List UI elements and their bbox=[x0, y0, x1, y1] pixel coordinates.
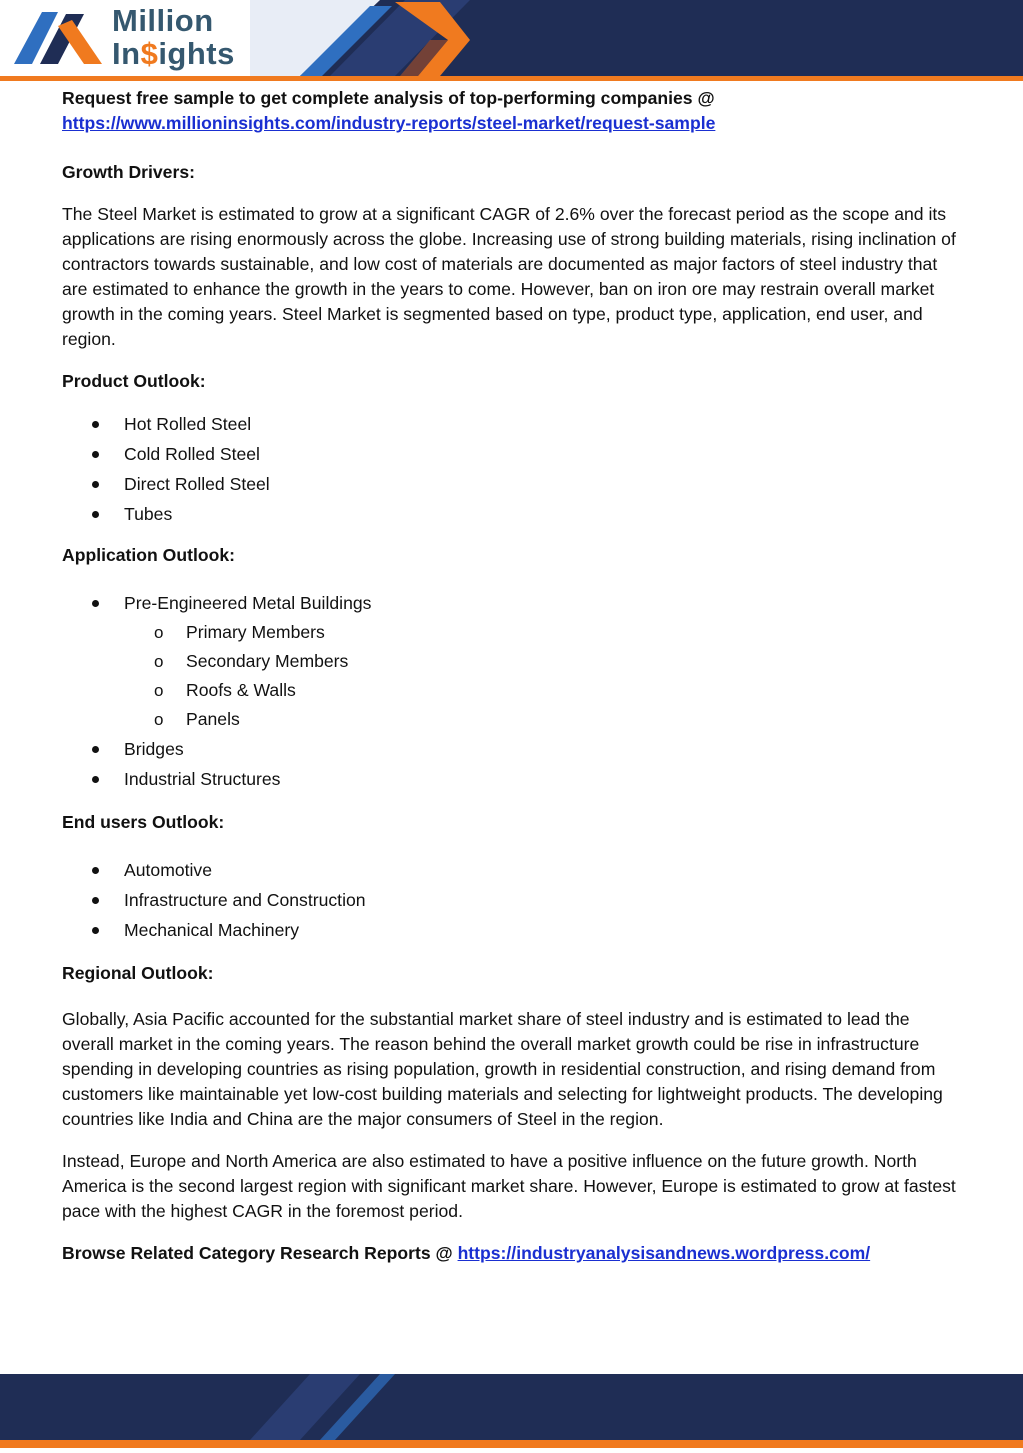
application-list-continued bbox=[62, 734, 962, 794]
intro-text: Request free sample to get complete analysis of top-performing companies @ bbox=[62, 88, 715, 108]
sub-list-item: o Primary Members bbox=[62, 618, 962, 647]
list-item: Tubes bbox=[62, 499, 962, 529]
list-item: Direct Rolled Steel bbox=[62, 469, 962, 499]
growth-paragraph: The Steel Market is estimated to grow at a significant CAGR of 2.6% over the forecast period as the scope and its applications are rising enormously across the globe. Increasing use of strong building materials, rising inclination of contractors towards sustainable, and low cost of materials are documented as major factors of steel industry that are estimated to enhance the growth in the years to come. However, ban on iron ore may restrain overall market growth in the coming years. Steel Market is segmented based on type, product type, application, end user, and region. bbox=[62, 204, 956, 349]
document-body bbox=[62, 86, 962, 1266]
request-sample-link[interactable]: https://www.millioninsights.com/industry-reports/steel-market/request-sample bbox=[62, 113, 716, 133]
product-heading: Product Outlook: bbox=[62, 371, 206, 391]
endusers-heading: End users Outlook: bbox=[62, 812, 225, 832]
list-item: Hot Rolled Steel bbox=[62, 409, 962, 439]
footer-graphic bbox=[0, 1374, 1023, 1448]
list-item: Automotive bbox=[62, 855, 962, 885]
list-item: Pre-Engineered Metal Buildings bbox=[62, 588, 962, 618]
list-item: Mechanical Machinery bbox=[62, 915, 962, 945]
sub-list-item: o Panels bbox=[62, 705, 962, 734]
browse-text: Browse Related Category Research Reports @ bbox=[62, 1243, 458, 1263]
application-list bbox=[62, 588, 962, 618]
endusers-list bbox=[62, 855, 962, 945]
list-item: Cold Rolled Steel bbox=[62, 439, 962, 469]
related-reports-link[interactable]: https://industryanalysisandnews.wordpress.com/ bbox=[457, 1243, 871, 1263]
header-banner bbox=[0, 0, 1023, 84]
logo-line-2: In$ights bbox=[112, 36, 235, 71]
list-item: Industrial Structures bbox=[62, 764, 962, 794]
regional-paragraph-1: Globally, Asia Pacific accounted for the substantial market share of steel industry and is estimated to lead the overall market in the coming years. The reason behind the overall market growth could be rise in infrastructure spending in developing countries as rising population, growth in residential construction, and rising demand from customers like maintainable yet low-cost building materials and selecting for lightweight products. The developing countries like India and China are the major consumers of Steel in the region. bbox=[62, 1009, 943, 1129]
growth-heading: Growth Drivers: bbox=[62, 162, 195, 182]
footer-banner bbox=[0, 1374, 1023, 1448]
sub-list-item: o Roofs & Walls bbox=[62, 676, 962, 705]
sub-list-item: o Secondary Members bbox=[62, 647, 962, 676]
regional-paragraph-2: Instead, Europe and North America are also estimated to have a positive influence on the future growth. North America is the second largest region with significant market share. However, Europe is estimated to grow at fastest pace with the highest CAGR in the foremost period. bbox=[62, 1151, 956, 1221]
logo-line-1: Million bbox=[112, 3, 214, 38]
list-item: Bridges bbox=[62, 734, 962, 764]
regional-heading: Regional Outlook: bbox=[62, 963, 214, 983]
application-sublist bbox=[62, 618, 962, 734]
application-heading: Application Outlook: bbox=[62, 545, 235, 565]
browse-line bbox=[62, 1241, 962, 1266]
list-item: Infrastructure and Construction bbox=[62, 885, 962, 915]
logo-wordmark bbox=[112, 4, 235, 70]
product-list bbox=[62, 409, 962, 529]
